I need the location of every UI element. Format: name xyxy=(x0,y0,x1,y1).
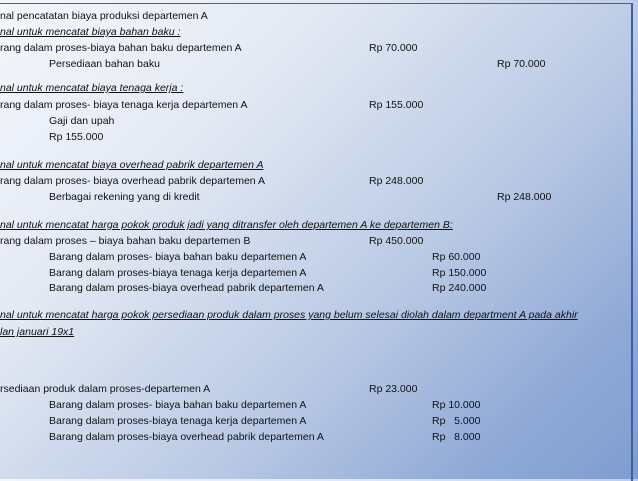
entry-account-credit: Barang dalam proses-biaya tenaga kerja departemen A xyxy=(49,415,307,427)
entry-account-credit: Barang dalam proses-biaya overhead pabrik departemen A xyxy=(49,431,324,443)
credit-amount: Rp 240.000 xyxy=(432,282,487,294)
debit-amount: Rp 155.000 xyxy=(369,99,424,111)
section-title-labor: nal untuk mencatat biaya tenaga kerja : xyxy=(0,82,184,94)
credit-amount: Rp 150.000 xyxy=(432,267,487,279)
entry-account-credit: Barang dalam proses- biaya bahan baku departemen A xyxy=(49,399,307,411)
entry-account-credit: Persediaan bahan baku xyxy=(49,58,160,70)
credit-amount: Rp 248.000 xyxy=(497,191,552,203)
debit-amount: Rp 248.000 xyxy=(369,175,424,187)
entry-account: rang dalam proses – biaya bahan baku departemen B xyxy=(0,235,251,247)
entry-account-credit: Barang dalam proses- biaya bahan baku departemen A xyxy=(49,251,307,263)
entry-account-credit: Berbagai rekening yang di kredit xyxy=(49,191,200,203)
debit-amount: Rp 70.000 xyxy=(369,42,418,54)
entry-account-credit: Barang dalam proses-biaya tenaga kerja departemen A xyxy=(49,267,307,279)
credit-amount: Rp 60.000 xyxy=(432,251,481,263)
entry-account: rang dalam proses-biaya bahan baku departemen A xyxy=(0,42,242,54)
section-title-raw-material: nal untuk mencatat biaya bahan baku : xyxy=(0,26,181,38)
entry-account: rsediaan produk dalam proses-departemen A xyxy=(0,383,211,395)
section-title-overhead: nal untuk mencatat biaya overhead pabrik departemen A xyxy=(0,159,264,171)
credit-amount: Rp 10.000 xyxy=(432,399,481,411)
section-title-wip-cont: lan januari 19x1 xyxy=(0,326,75,338)
section-title-transfer: nal untuk mencatat harga pokok produk jadi yang ditransfer oleh departemen A ke departemen B: xyxy=(0,219,453,231)
debit-amount: Rp 450.000 xyxy=(369,235,424,247)
credit-amount: Rp 155.000 xyxy=(49,131,104,143)
credit-amount: Rp 8.000 xyxy=(432,431,481,443)
section-title-wip: nal untuk mencatat harga pokok persediaan produk dalam proses yang belum selesai diolah dalam department A pada akhir xyxy=(0,309,578,321)
entry-account-credit: Barang dalam proses-biaya overhead pabrik departemen A xyxy=(49,282,324,294)
debit-amount: Rp 23.000 xyxy=(369,383,418,395)
credit-amount: Rp 5.000 xyxy=(432,415,481,427)
credit-amount: Rp 70.000 xyxy=(497,58,546,70)
entry-account: rang dalam proses- biaya overhead pabrik departemen A xyxy=(0,175,265,187)
entry-account: rang dalam proses- biaya tenaga kerja departemen A xyxy=(0,99,248,111)
journal-heading: nal pencatatan biaya produksi departemen A xyxy=(0,10,208,22)
entry-account-credit: Gaji dan upah xyxy=(49,115,115,127)
